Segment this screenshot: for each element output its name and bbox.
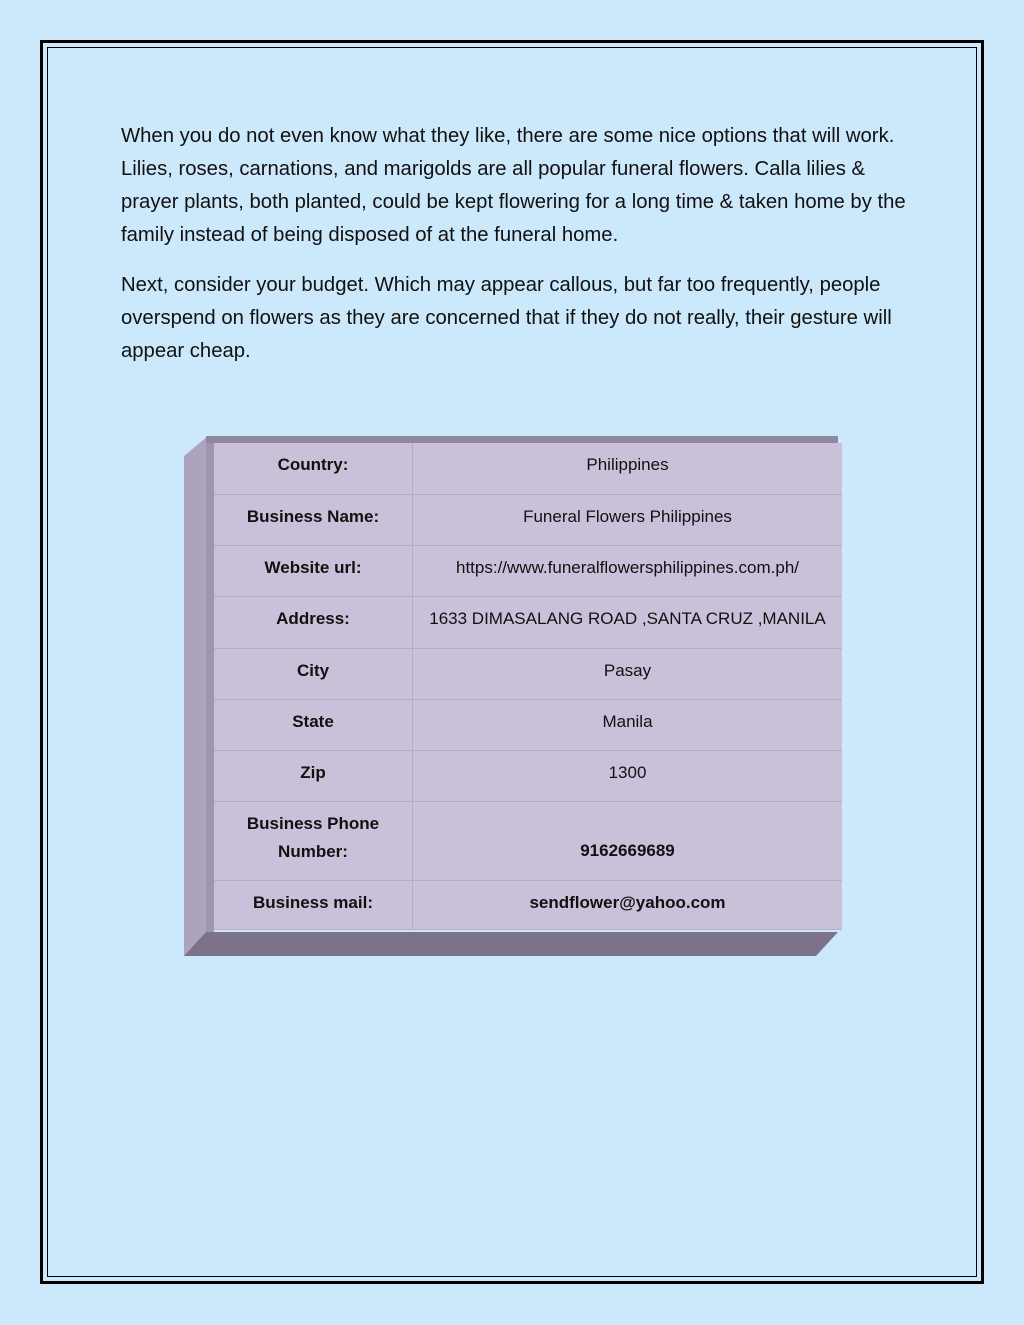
table-row-phone xyxy=(214,801,842,880)
table-row-zip xyxy=(214,750,842,801)
value-state: Manila xyxy=(413,699,843,750)
label-country: Country: xyxy=(214,443,413,494)
label-email: Business mail: xyxy=(214,880,413,929)
table-bevel-inner xyxy=(206,443,214,932)
label-business-name: Business Name: xyxy=(214,494,413,545)
table-row-email xyxy=(214,880,842,929)
value-website-link[interactable]: https://www.funeralflowersphilippines.com.ph/ xyxy=(413,545,843,596)
value-email-link[interactable]: sendflower@yahoo.com xyxy=(413,880,843,929)
body-text xyxy=(121,120,911,385)
value-business-name: Funeral Flowers Philippines xyxy=(413,494,843,545)
paragraph-budget: Next, consider your budget. Which may appear callous, but far too frequently, people overspend on flowers as they are concerned that if they do not really, their gesture will appear cheap. xyxy=(121,274,892,362)
business-info-table xyxy=(214,443,842,930)
label-city: City xyxy=(214,648,413,699)
value-city: Pasay xyxy=(413,648,843,699)
label-state: State xyxy=(214,699,413,750)
table-row-website xyxy=(214,545,842,596)
table-row-address xyxy=(214,596,842,648)
label-phone: Business Phone Number: xyxy=(214,801,413,880)
value-address: 1633 DIMASALANG ROAD ,SANTA CRUZ ,MANILA xyxy=(413,596,843,648)
value-country: Philippines xyxy=(413,443,843,494)
table-row-state xyxy=(214,699,842,750)
value-phone: 9162669689 xyxy=(413,801,843,880)
table-row-city xyxy=(214,648,842,699)
label-website: Website url: xyxy=(214,545,413,596)
table-row-country xyxy=(214,443,842,494)
table-bevel-left xyxy=(184,436,208,956)
table-bevel-top xyxy=(206,436,838,443)
value-zip: 1300 xyxy=(413,750,843,801)
label-zip: Zip xyxy=(214,750,413,801)
table-bevel-bottom xyxy=(184,932,838,956)
paragraph-flower-options: When you do not even know what they like, there are some nice options that will work. Lilies, roses, carnations, and marigolds are all popular funeral flowers. Calla lilies & prayer plants, both planted, could be kept flowering for a long time & taken home by the family instead of being disposed of at the funeral home. xyxy=(121,125,906,246)
label-address: Address: xyxy=(214,596,413,648)
table-row-business-name xyxy=(214,494,842,545)
